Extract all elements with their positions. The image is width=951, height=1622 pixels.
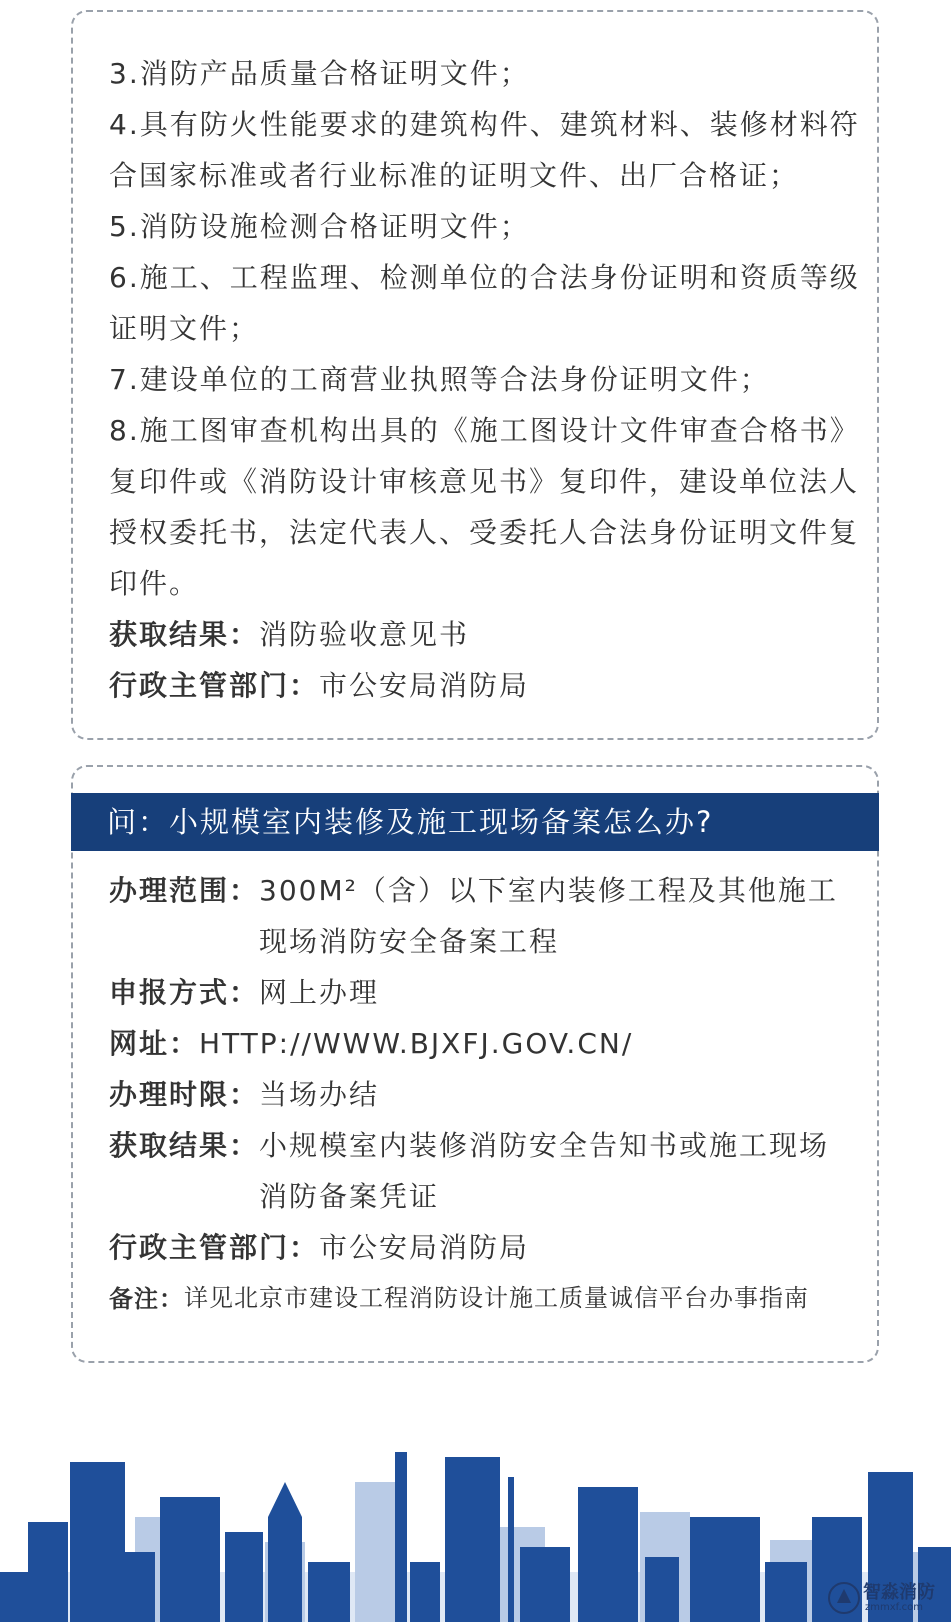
dept-label: 行政主管部门： bbox=[109, 1231, 320, 1264]
requirement-line: 印件。 bbox=[109, 567, 200, 600]
dept-row bbox=[109, 1222, 849, 1273]
requirement-line: 证明文件； bbox=[109, 312, 260, 345]
brand-site: zmmxf.com bbox=[865, 1602, 923, 1613]
requirement-line: 3.消防产品质量合格证明文件； bbox=[109, 57, 530, 90]
result-value: 消防验收意见书 bbox=[259, 618, 470, 651]
result-row bbox=[109, 1120, 849, 1222]
time-row bbox=[109, 1069, 849, 1120]
scope-row bbox=[109, 865, 849, 967]
requirement-line: 4.具有防火性能要求的建筑构件、建筑材料、装修材料符 bbox=[109, 108, 860, 141]
note-row bbox=[109, 1273, 849, 1324]
requirement-line: 8.施工图审查机构出具的《施工图设计文件审查合格书》 bbox=[109, 414, 860, 447]
requirement-line: 合国家标准或者行业标准的证明文件、出厂合格证； bbox=[109, 159, 800, 192]
url-label: 网址： bbox=[109, 1027, 200, 1060]
requirements-card bbox=[71, 10, 879, 740]
requirements-content bbox=[109, 48, 860, 711]
method-label: 申报方式： bbox=[109, 976, 260, 1009]
note-value: 详见北京市建设工程消防设计施工质量诚信平台办事指南 bbox=[184, 1284, 809, 1312]
scope-label: 办理范围： bbox=[109, 874, 260, 907]
result-label: 获取结果： bbox=[109, 1129, 260, 1162]
method-value: 网上办理 bbox=[259, 976, 380, 1009]
url-row bbox=[109, 1018, 849, 1069]
requirement-line: 授权委托书，法定代表人、受委托人合法身份证明文件复 bbox=[109, 516, 860, 549]
brand-name: 智淼消防 bbox=[863, 1582, 935, 1603]
time-value: 当场办结 bbox=[259, 1078, 380, 1111]
result-row bbox=[109, 609, 849, 660]
question-header: 问：小规模室内装修及施工现场备案怎么办? bbox=[71, 793, 879, 851]
dept-value: 市公安局消防局 bbox=[319, 1231, 530, 1264]
result-label: 获取结果： bbox=[109, 618, 260, 651]
brand-watermark bbox=[827, 1576, 947, 1620]
filing-content bbox=[109, 865, 849, 1324]
url-value[interactable]: HTTP://WWW.BJXFJ.GOV.CN/ bbox=[199, 1027, 634, 1060]
requirement-line: 5.消防设施检测合格证明文件； bbox=[109, 210, 530, 243]
result-value: 小规模室内装修消防安全告知书或施工现场消防备案凭证 bbox=[259, 1129, 830, 1213]
brand-logo-icon bbox=[827, 1581, 861, 1615]
requirement-line: 6.施工、工程监理、检测单位的合法身份证明和资质等级 bbox=[109, 261, 860, 294]
city-skyline-illustration bbox=[0, 1422, 951, 1622]
scope-value: 300M²（含）以下室内装修工程及其他施工现场消防安全备案工程 bbox=[259, 874, 838, 958]
time-label: 办理时限： bbox=[109, 1078, 260, 1111]
requirement-line: 7.建设单位的工商营业执照等合法身份证明文件； bbox=[109, 363, 770, 396]
filing-card bbox=[71, 765, 879, 1363]
dept-label: 行政主管部门： bbox=[109, 669, 320, 702]
dept-row bbox=[109, 660, 849, 711]
method-row bbox=[109, 967, 849, 1018]
note-label: 备注： bbox=[109, 1284, 184, 1313]
requirement-line: 复印件或《消防设计审核意见书》复印件，建设单位法人 bbox=[109, 465, 860, 498]
dept-value: 市公安局消防局 bbox=[319, 669, 530, 702]
